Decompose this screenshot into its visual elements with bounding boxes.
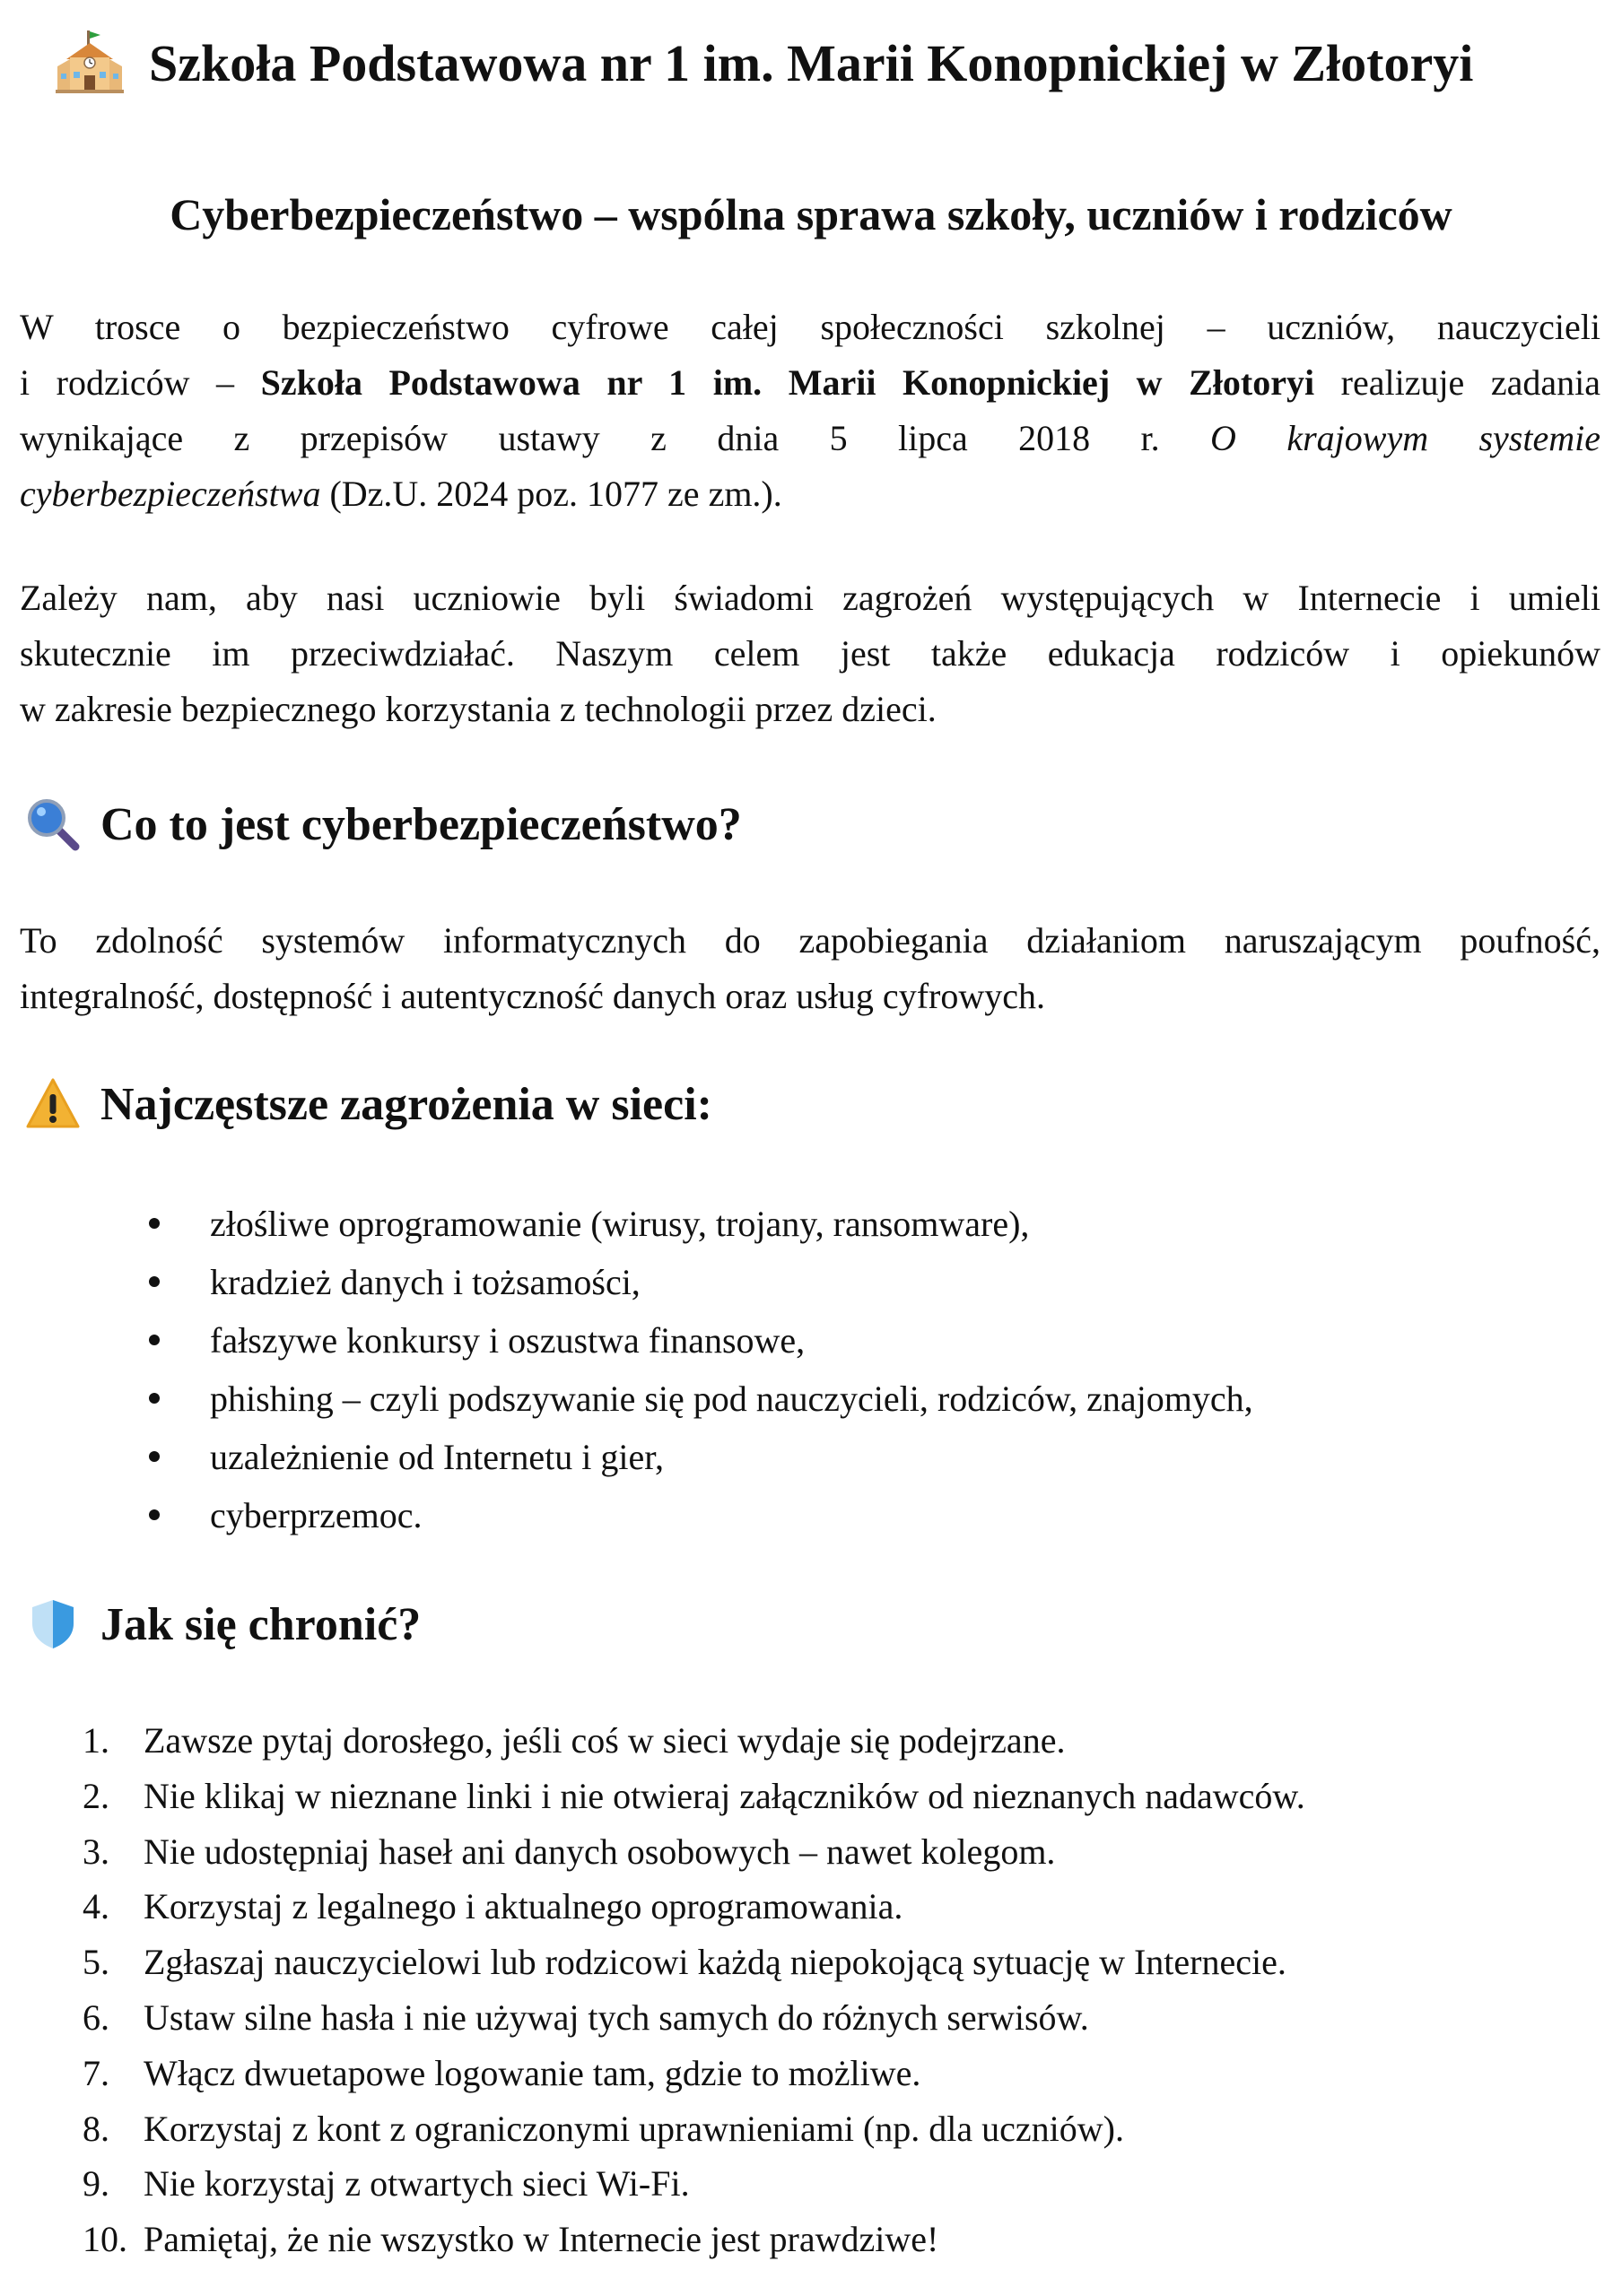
text-run: i rodziców – bbox=[20, 362, 261, 403]
list-item bbox=[0, 1195, 1253, 1253]
list-item-number: 10. bbox=[83, 2219, 127, 2260]
text-run: (Dz.U. 2024 poz. 1077 ze zm.). bbox=[320, 474, 782, 514]
list-item-text: Nie korzystaj z otwartych sieci Wi-Fi. bbox=[144, 2163, 690, 2205]
list-item-number: 5. bbox=[83, 1942, 109, 1983]
list-item-text: Korzystaj z legalnego i aktualnego oprogramowania. bbox=[144, 1886, 903, 1927]
bullet-icon bbox=[149, 1335, 160, 1345]
definition-paragraph bbox=[20, 913, 1600, 1024]
section-heading-threats bbox=[25, 1073, 712, 1135]
list-item-text: Pamiętaj, że nie wszystko w Internecie jest prawdziwe! bbox=[144, 2219, 939, 2260]
list-item-number: 9. bbox=[83, 2163, 109, 2205]
list-item-text: Zawsze pytaj dorosłego, jeśli coś w sieci wydaje się podejrzane. bbox=[144, 1720, 1066, 1761]
text-line: skutecznie im przeciwdziałać. Naszym celem jest także edukacja rodziców i opiekunów bbox=[20, 633, 1600, 674]
section-heading-text: Co to jest cyberbezpieczeństwo? bbox=[100, 798, 742, 850]
list-item bbox=[0, 1253, 1253, 1311]
text-line: W trosce o bezpieczeństwo cyfrowe całej społeczności szkolnej – uczniów, nauczycieli bbox=[20, 307, 1600, 347]
intro-paragraph-1 bbox=[20, 300, 1600, 522]
list-item-number: 6. bbox=[83, 1996, 109, 2038]
list-item bbox=[0, 1311, 1253, 1370]
list-item-number: 1. bbox=[83, 1720, 109, 1761]
section-heading-what bbox=[25, 793, 742, 856]
list-item-text: Nie klikaj w nieznane linki i nie otwieraj załączników od nieznanych nadawców. bbox=[144, 1775, 1305, 1816]
intro-paragraph-2 bbox=[20, 570, 1600, 737]
magnifying-glass-icon bbox=[25, 796, 81, 852]
list-item-text: phishing – czyli podszywanie się pod nauczycieli, rodziców, znajomych, bbox=[210, 1378, 1253, 1419]
text-line: To zdolność systemów informatycznych do zapobiegania działaniom naruszającym poufność, bbox=[20, 920, 1600, 961]
shield-icon bbox=[25, 1596, 81, 1652]
list-item-text: cyberprzemoc. bbox=[210, 1495, 423, 1535]
page-subtitle: Cyberbezpieczeństwo – wspólna sprawa szkoły, uczniów i rodziców bbox=[170, 189, 1452, 239]
list-item bbox=[0, 1486, 1253, 1544]
bullet-icon bbox=[149, 1218, 160, 1229]
list-item-text: Ustaw silne hasła i nie używaj tych samych do różnych serwisów. bbox=[144, 1996, 1089, 2038]
bullet-icon bbox=[149, 1393, 160, 1404]
bullet-icon bbox=[149, 1451, 160, 1462]
list-item-text: Nie udostępniaj haseł ani danych osobowych – nawet kolegom. bbox=[144, 1831, 1056, 1872]
text-line bbox=[20, 411, 1600, 466]
act-title-italic: O krajowym systemie bbox=[1210, 418, 1600, 458]
list-item-text: złośliwe oprogramowanie (wirusy, trojany, ransomware), bbox=[210, 1204, 1030, 1244]
text-run: realizuje zadania bbox=[1314, 362, 1600, 403]
list-item-text: kradzież danych i tożsamości, bbox=[210, 1262, 641, 1302]
list-item-number: 3. bbox=[83, 1831, 109, 1872]
list-item-text: Włącz dwuetapowe logowanie tam, gdzie to możliwe. bbox=[144, 2052, 921, 2093]
section-heading-text: Jak się chronić? bbox=[100, 1598, 422, 1650]
list-item bbox=[0, 1428, 1253, 1486]
bullet-icon bbox=[149, 1509, 160, 1520]
threats-list bbox=[0, 1195, 1253, 1544]
text-run: wynikające z przepisów ustawy z dnia 5 lipca 2018 r. bbox=[20, 418, 1211, 458]
warning-icon bbox=[25, 1076, 81, 1132]
list-item-text: fałszywe konkursy i oszustwa finansowe, bbox=[210, 1320, 806, 1361]
list-item-text: Korzystaj z kont z ograniczonymi uprawnieniami (np. dla uczniów). bbox=[144, 2108, 1124, 2149]
page-header bbox=[56, 25, 1473, 100]
section-heading-protect bbox=[25, 1593, 421, 1656]
act-title-italic: cyberbezpieczeństwa bbox=[20, 474, 321, 514]
school-building-icon bbox=[56, 29, 124, 97]
text-line bbox=[20, 355, 1600, 411]
list-item-number: 8. bbox=[83, 2108, 109, 2149]
text-line: w zakresie bezpiecznego korzystania z technologii przez dzieci. bbox=[20, 689, 937, 729]
list-item-number: 4. bbox=[83, 1886, 109, 1927]
bullet-icon bbox=[149, 1276, 160, 1287]
text-line: Zależy nam, aby nasi uczniowie byli świadomi zagrożeń występujących w Internecie i umieli bbox=[20, 578, 1600, 618]
text-line bbox=[20, 466, 1600, 522]
list-item-number: 2. bbox=[83, 1775, 109, 1816]
text-line: integralność, dostępność i autentyczność danych oraz usług cyfrowych. bbox=[20, 976, 1045, 1016]
list-item-text: uzależnienie od Internetu i gier, bbox=[210, 1437, 664, 1477]
list-item bbox=[0, 1370, 1253, 1428]
section-heading-text: Najczęstsze zagrożenia w sieci: bbox=[100, 1078, 712, 1130]
list-item-number: 7. bbox=[83, 2052, 109, 2093]
list-item-text: Zgłaszaj nauczycielowi lub rodzicowi każdą niepokojącą sytuację w Internecie. bbox=[144, 1942, 1286, 1983]
page-title: Szkoła Podstawowa nr 1 im. Marii Konopnickiej w Złotoryi bbox=[149, 33, 1474, 92]
school-name-bold: Szkoła Podstawowa nr 1 im. Marii Konopnickiej w Złotoryi bbox=[260, 362, 1315, 403]
